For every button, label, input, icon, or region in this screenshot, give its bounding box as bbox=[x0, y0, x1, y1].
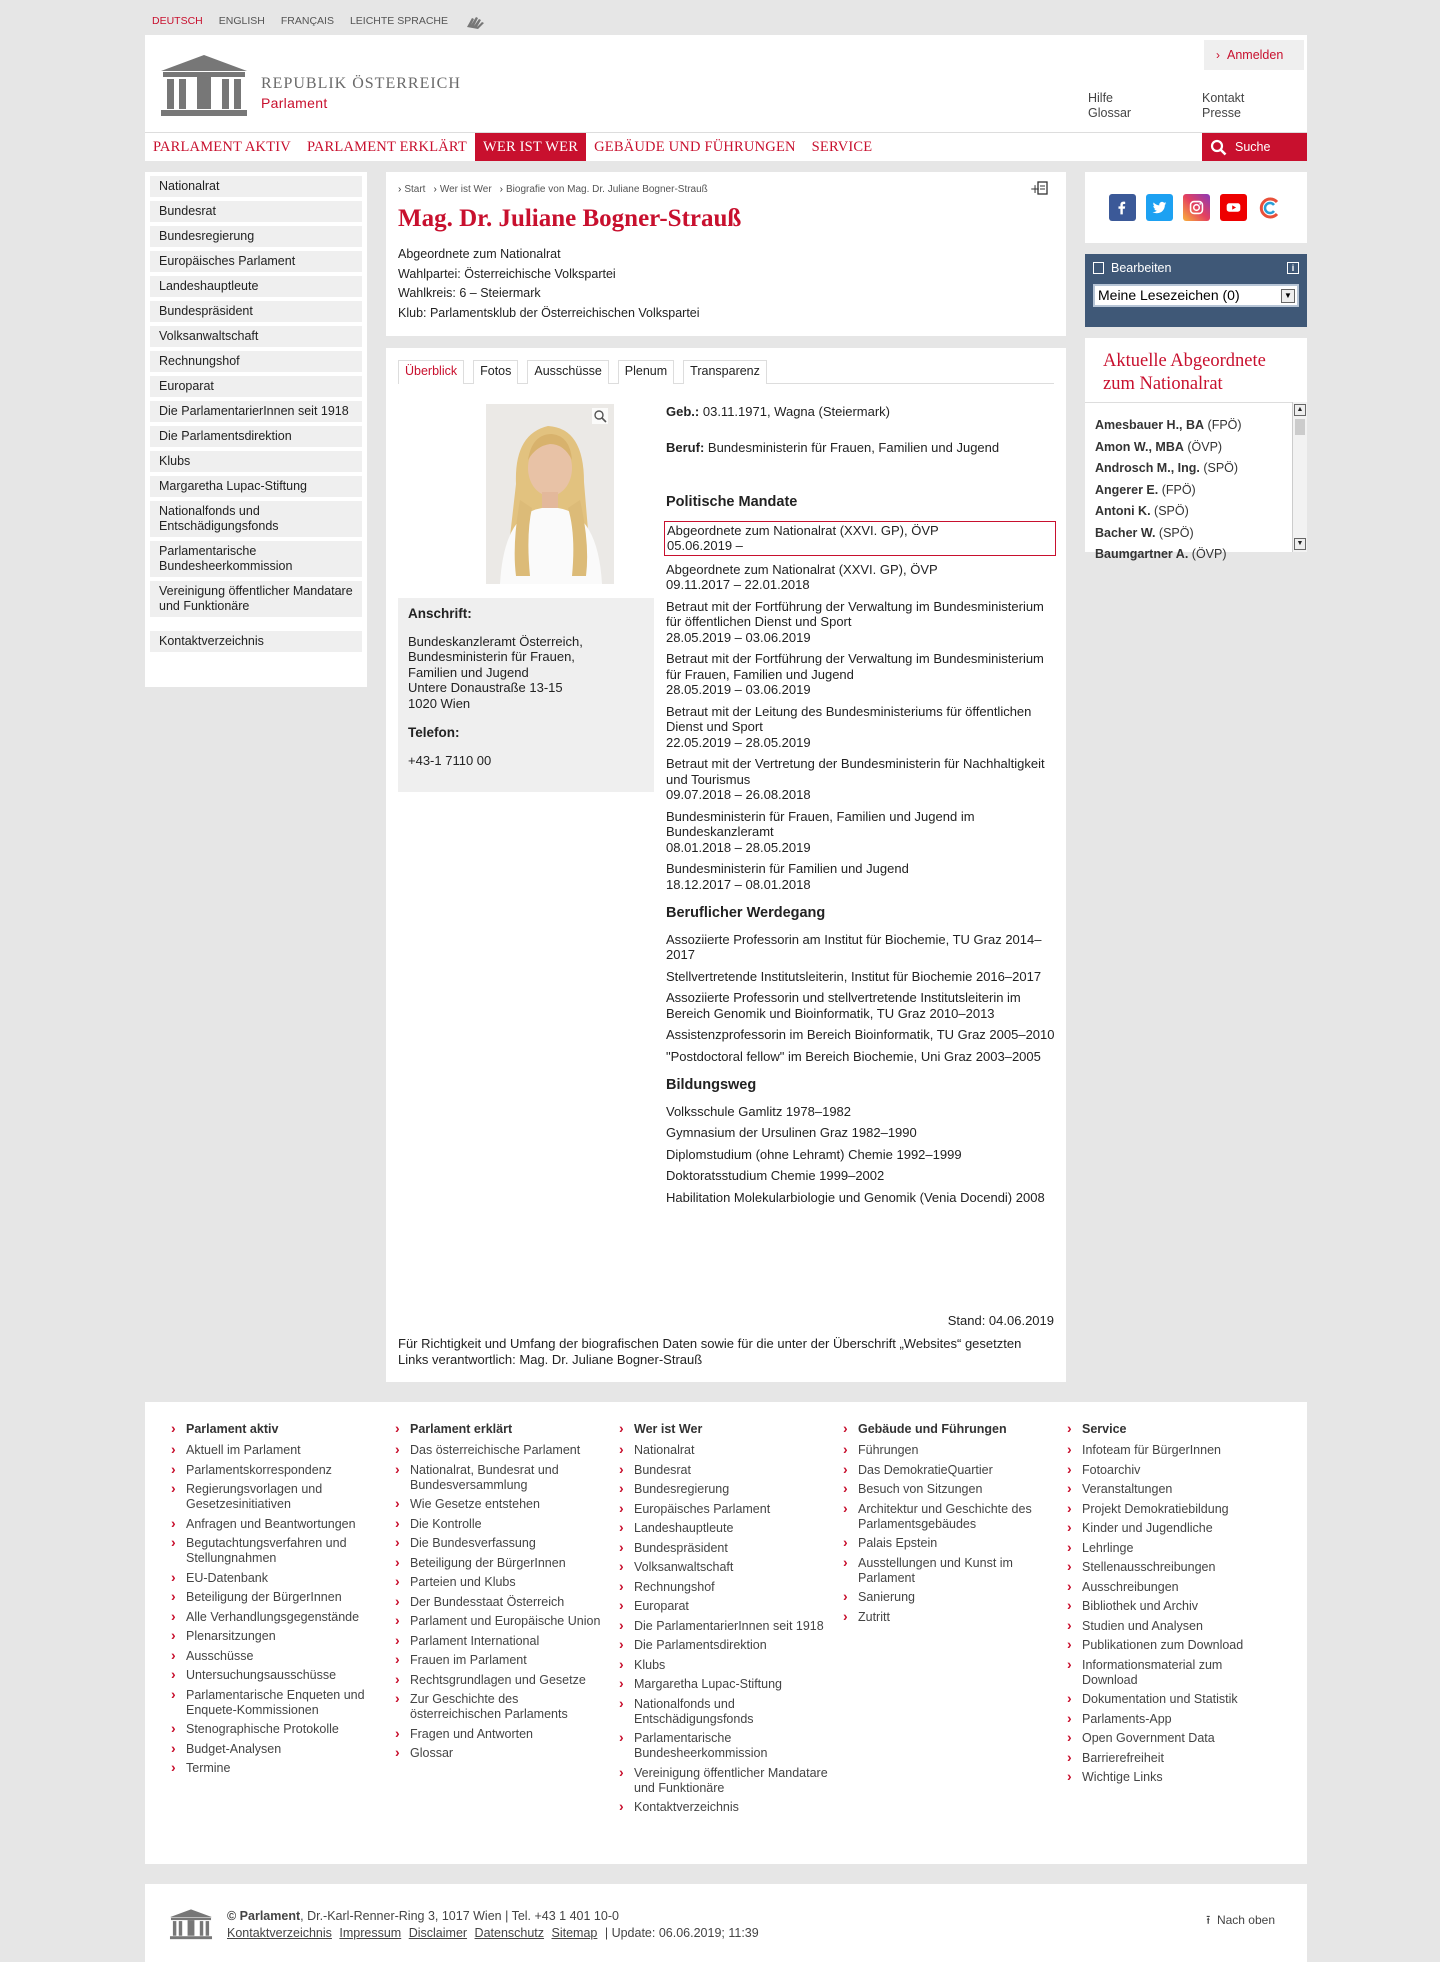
sidebar-item[interactable]: Kontaktverzeichnis bbox=[150, 631, 362, 652]
career-entry: Stellvertretende Institutsleiterin, Institut für Biochemie 2016–2017 bbox=[666, 968, 1042, 984]
footer-link[interactable]: › Frauen im Parlament bbox=[395, 1653, 605, 1668]
footer-link[interactable]: › Parlamentarische Enqueten und Enquete-Kommissionen bbox=[171, 1688, 381, 1718]
deputies-scrollbar[interactable] bbox=[1292, 402, 1307, 552]
footer-column bbox=[843, 1422, 1053, 1629]
footer-column bbox=[171, 1422, 381, 1781]
address-line: Untere Donaustraße 13-15 bbox=[408, 680, 563, 695]
footer-link[interactable]: › Veranstaltungen bbox=[1067, 1482, 1277, 1497]
footer-link[interactable]: › Informationsmaterial zum Download bbox=[1067, 1658, 1277, 1688]
footer-column-title[interactable]: › Parlament aktiv bbox=[171, 1422, 381, 1437]
tab-transparenz[interactable]: Transparenz bbox=[683, 360, 767, 384]
search-button[interactable] bbox=[1202, 133, 1307, 161]
scroll-thumb[interactable] bbox=[1295, 419, 1305, 435]
section-title-mandate: Politische Mandate bbox=[666, 494, 798, 510]
parliament-building-icon bbox=[159, 53, 249, 117]
sidebar-item[interactable]: Europäisches Parlament bbox=[150, 251, 362, 272]
address-line: 1020 Wien bbox=[408, 695, 471, 711]
page-title: Mag. Dr. Juliane Bogner-Strauß bbox=[398, 205, 742, 232]
info-icon[interactable]: i bbox=[1287, 262, 1299, 274]
footer-column bbox=[395, 1422, 605, 1766]
footer-link[interactable]: › Parlamentskorrespondenz bbox=[171, 1463, 381, 1478]
footer-link[interactable]: › Die Bundesverfassung bbox=[395, 1536, 605, 1551]
mandate-entry: Bundesministerin für Frauen, Familien und Jugend im Bundeskanzleramt 08.01.2018 – 28.05.2019 bbox=[666, 808, 975, 855]
footer-link[interactable]: › Architektur und Geschichte des Parlamentsgebäudes bbox=[843, 1502, 1053, 1532]
last-updated: Stand: 04.06.2019 bbox=[947, 1313, 1054, 1328]
footer-link[interactable]: › Anfragen und Beantwortungen bbox=[171, 1517, 381, 1532]
footer-link[interactable]: › Begutachtungsverfahren und Stellungnahmen bbox=[171, 1536, 381, 1566]
footer-link[interactable]: › Palais Epstein bbox=[843, 1536, 1053, 1551]
footer-link[interactable]: › Parlament International bbox=[395, 1634, 605, 1649]
footer-link-disclaimer[interactable]: Disclaimer bbox=[408, 1926, 468, 1940]
arrow-up-icon: ⭱ bbox=[1206, 1913, 1211, 1927]
zoom-icon[interactable] bbox=[592, 408, 608, 424]
mandate-entry: Betraut mit der Vertretung der Bundesministerin für Nachhaltigkeit und Tourismus 09.07.2018 – 26.08.2018 bbox=[666, 756, 1045, 802]
footer-link[interactable]: › Open Government Data bbox=[1067, 1731, 1277, 1746]
birth-info: Geb.: 03.11.1971, Wagna (Steiermark) bbox=[666, 404, 891, 419]
site-footer bbox=[145, 1402, 1307, 1864]
address-label: Anschrift: bbox=[408, 606, 472, 621]
footer-link[interactable]: › Beteiligung der BürgerInnen bbox=[395, 1556, 605, 1571]
imprint-address: © Parlament, Dr.-Karl-Renner-Ring 3, 1017 Wien | Tel. +43 1 401 10-0 bbox=[227, 1909, 619, 1923]
footer-link[interactable]: › Studien und Analysen bbox=[1067, 1619, 1277, 1634]
login-label: Anmelden bbox=[1227, 48, 1284, 62]
main-navigation bbox=[145, 132, 1307, 161]
mandate-entry: Abgeordnete zum Nationalrat (XXVI. GP), ÖVP 05.06.2019 – bbox=[664, 521, 1056, 556]
footer-link[interactable]: › Bundesregierung bbox=[619, 1482, 829, 1497]
breadcrumb-current: › Biografie von Mag. Dr. Juliane Bogner-Strauß bbox=[500, 184, 708, 195]
career-entry: Assistenzprofessorin im Bereich Bioinformatik, TU Graz 2005–2010 bbox=[666, 1027, 1055, 1042]
sidebar-item[interactable]: Bundesregierung bbox=[150, 226, 362, 247]
breadcrumb-wer-ist-wer[interactable]: Wer ist Wer bbox=[439, 184, 492, 195]
add-bookmark-icon[interactable] bbox=[1030, 180, 1050, 198]
contact-box bbox=[398, 598, 654, 792]
sidebar-item[interactable]: Volksanwaltschaft bbox=[150, 326, 362, 347]
section-title-bildung: Bildungsweg bbox=[666, 1077, 757, 1093]
header-links-1 bbox=[1088, 91, 1131, 121]
twitter-icon[interactable] bbox=[1146, 194, 1173, 221]
search-label: Suche bbox=[1235, 140, 1271, 154]
sidebar-item[interactable]: Die Parlamentsdirektion bbox=[150, 426, 362, 447]
footer-link-sitemap[interactable]: Sitemap bbox=[551, 1926, 598, 1940]
footer-link[interactable]: › Parlamentarische Bundesheerkommission bbox=[619, 1731, 829, 1761]
footer-link[interactable]: › Plenarsitzungen bbox=[171, 1629, 381, 1644]
edit-icon bbox=[1093, 262, 1104, 274]
footer-link[interactable]: › Führungen bbox=[843, 1443, 1053, 1458]
tab-ueberblick[interactable]: Überblick bbox=[398, 360, 464, 384]
person-info-line: Wahlpartei: Österreichische Volkspartei bbox=[398, 266, 616, 281]
sidebar-item[interactable]: Landeshauptleute bbox=[150, 276, 362, 297]
footer-link[interactable]: › Wie Gesetze entstehen bbox=[395, 1497, 605, 1512]
nav-parlament-erklaert[interactable]: PARLAMENT ERKLÄRT bbox=[306, 139, 467, 155]
person-info-line: Abgeordnete zum Nationalrat bbox=[398, 247, 561, 261]
footer-link[interactable]: › Budget-Analysen bbox=[171, 1742, 381, 1757]
sidebar-item[interactable]: Bundespräsident bbox=[150, 301, 362, 322]
lang-english[interactable]: ENGLISH bbox=[218, 15, 265, 27]
footer-link[interactable]: › Stellenausschreibungen bbox=[1067, 1560, 1277, 1575]
current-deputies-panel bbox=[1085, 338, 1307, 561]
footer-link[interactable]: › Infoteam für BürgerInnen bbox=[1067, 1443, 1277, 1458]
site-header bbox=[145, 35, 1307, 132]
footer-link[interactable]: › Untersuchungsausschüsse bbox=[171, 1668, 381, 1683]
footer-column bbox=[619, 1422, 829, 1820]
section-title-werdegang: Beruflicher Werdegang bbox=[666, 905, 826, 921]
nav-gebaeude[interactable]: GEBÄUDE UND FÜHRUNGEN bbox=[594, 139, 796, 155]
chevron-right-icon: › bbox=[1216, 48, 1220, 62]
address-line: Bundesministerin für Frauen, bbox=[408, 649, 575, 664]
nav-wer-ist-wer[interactable]: WER IST WER bbox=[475, 133, 586, 161]
mandate-entry: Betraut mit der Leitung des Bundesministeriums für öffentlichen Dienst und Sport 22.05.2019 – 28.05.2019 bbox=[666, 703, 1032, 750]
footer-link[interactable]: › Beteiligung der BürgerInnen bbox=[171, 1590, 381, 1605]
lang-francais[interactable]: FRANÇAIS bbox=[280, 15, 334, 27]
sidebar-item[interactable]: Vereinigung öffentlicher Mandatare und Funktionäre bbox=[150, 581, 362, 617]
address-line: Familien und Jugend bbox=[408, 664, 529, 680]
footer-link[interactable]: › Zur Geschichte des österreichischen Parlaments bbox=[395, 1692, 605, 1722]
mandate-entry: Abgeordnete zum Nationalrat (XXVI. GP), ÖVP 09.11.2017 – 22.01.2018 bbox=[666, 561, 938, 592]
footer-link[interactable]: › Margaretha Lupac-Stiftung bbox=[619, 1677, 829, 1692]
footer-link[interactable]: › Parlament und Europäische Union bbox=[395, 1614, 605, 1629]
portrait-photo[interactable] bbox=[486, 404, 614, 584]
deputy-row[interactable]: Antoni K. (SPÖ) bbox=[1095, 504, 1189, 518]
sidebar-item[interactable]: Europarat bbox=[150, 376, 362, 397]
footer-link[interactable]: › Europarat bbox=[619, 1599, 829, 1614]
bookmarks-panel bbox=[1085, 254, 1307, 327]
footer-link-datenschutz[interactable]: Datenschutz bbox=[474, 1926, 545, 1940]
footer-link[interactable]: › Das DemokratieQuartier bbox=[843, 1463, 1053, 1478]
footer-link[interactable]: › Klubs bbox=[619, 1658, 829, 1673]
footer-link[interactable]: › Ausschreibungen bbox=[1067, 1580, 1277, 1595]
footer-link[interactable]: › Die Kontrolle bbox=[395, 1517, 605, 1532]
education-entry: Volksschule Gamlitz 1978–1982 bbox=[666, 1103, 852, 1119]
footer-link[interactable]: › Europäisches Parlament bbox=[619, 1502, 829, 1517]
footer-link[interactable]: › Kinder und Jugendliche bbox=[1067, 1521, 1277, 1536]
sidebar-item[interactable]: Klubs bbox=[150, 451, 362, 472]
footer-link[interactable]: › Bibliothek und Archiv bbox=[1067, 1599, 1277, 1614]
social-links bbox=[1085, 172, 1307, 243]
career-entry: Assoziierte Professorin und stellvertretende Institutsleiterin im Bereich Genomik und Bioinformatik, TU Graz 2010–2013 bbox=[666, 990, 1021, 1021]
press-link[interactable]: Presse bbox=[1202, 106, 1241, 120]
education-entry: Gymnasium der Ursulinen Graz 1982–1990 bbox=[666, 1125, 917, 1140]
footer-link[interactable]: › Bundesrat bbox=[619, 1463, 829, 1478]
footer-column bbox=[1067, 1422, 1277, 1790]
address-line: Bundeskanzleramt Österreich, bbox=[408, 633, 583, 649]
lang-leichte-sprache[interactable]: LEICHTE SPRACHE bbox=[349, 15, 448, 27]
sidebar-item[interactable]: Nationalrat bbox=[150, 176, 362, 197]
footer-link[interactable]: › Kontaktverzeichnis bbox=[619, 1800, 829, 1815]
mandate-entry: Betraut mit der Fortführung der Verwaltung im Bundesministerium für öffentlichen Dienst und Sport 28.05.2019 – 03.06.2019 bbox=[666, 598, 1044, 645]
person-info-line: Klub: Parlamentsklub der Österreichischen Volkspartei bbox=[398, 305, 700, 320]
contact-link[interactable]: Kontakt bbox=[1202, 91, 1245, 105]
bookmarks-select[interactable] bbox=[1093, 284, 1299, 307]
mandate-entry: Betraut mit der Fortführung der Verwaltung im Bundesministerium für Frauen, Familien und Jugend 28.05.2019 – 03.06.2019 bbox=[666, 651, 1044, 697]
deputies-title: Aktuelle Abgeordnete zum Nationalrat bbox=[1103, 351, 1266, 394]
footer-link[interactable]: › Nationalfonds und Entschädigungsfonds bbox=[619, 1697, 829, 1727]
person-header bbox=[386, 172, 1066, 336]
language-bar bbox=[152, 14, 490, 28]
footer-link[interactable]: › Fragen und Antworten bbox=[395, 1727, 605, 1742]
education-entry: Diplomstudium (ohne Lehramt) Chemie 1992–1999 bbox=[666, 1146, 962, 1162]
search-icon bbox=[1210, 139, 1227, 156]
mandate-entry: Bundesministerin für Familien und Jugend 18.12.2017 – 08.01.2018 bbox=[666, 861, 909, 892]
footer-link[interactable]: › Dokumentation und Statistik bbox=[1067, 1692, 1277, 1707]
footer-link[interactable]: › Das österreichische Parlament bbox=[395, 1443, 605, 1458]
footer-link[interactable]: › Landeshauptleute bbox=[619, 1521, 829, 1536]
scroll-down-icon[interactable]: ▼ bbox=[1294, 538, 1306, 550]
phone-number: +43-1 7110 00 bbox=[408, 752, 492, 768]
scroll-up-icon[interactable]: ▲ bbox=[1294, 404, 1306, 416]
tab-fotos[interactable]: Fotos bbox=[473, 360, 518, 384]
footer-link[interactable]: › Aktuell im Parlament bbox=[171, 1443, 381, 1458]
sidebar-item[interactable]: Bundesrat bbox=[150, 201, 362, 222]
chevron-down-icon: ▼ bbox=[1281, 289, 1295, 303]
sign-language-icon[interactable] bbox=[464, 12, 490, 30]
footer-link[interactable]: › Zutritt bbox=[843, 1610, 1053, 1625]
footer-link[interactable]: › Publikationen zum Download bbox=[1067, 1638, 1277, 1653]
footer-column-title[interactable]: › Service bbox=[1067, 1422, 1277, 1437]
phone-label: Telefon: bbox=[408, 725, 460, 740]
footer-column-title[interactable]: › Wer ist Wer bbox=[619, 1422, 829, 1437]
svg-text:+: + bbox=[1030, 182, 1041, 196]
footer-column-title[interactable]: › Parlament erklärt bbox=[395, 1422, 605, 1437]
footer-link[interactable]: › Fotoarchiv bbox=[1067, 1463, 1277, 1478]
footer-link[interactable]: › Rechnungshof bbox=[619, 1580, 829, 1595]
footer-link[interactable]: › Bundespräsident bbox=[619, 1541, 829, 1556]
deputy-row[interactable]: Bacher W. (SPÖ) bbox=[1095, 525, 1194, 540]
logo-title: REPUBLIK ÖSTERREICH bbox=[261, 75, 461, 92]
sidebar-item[interactable]: Parlamentarische Bundesheerkommission bbox=[150, 541, 362, 577]
imprint-links bbox=[227, 1926, 759, 1940]
footer-link[interactable]: › Projekt Demokratiebildung bbox=[1067, 1502, 1277, 1517]
footer-link[interactable]: › Vereinigung öffentlicher Mandatare und Funktionäre bbox=[619, 1766, 829, 1796]
footer-link[interactable]: › Ausschüsse bbox=[171, 1649, 381, 1664]
sidebar-item[interactable]: Margaretha Lupac-Stiftung bbox=[150, 476, 362, 497]
tab-plenum[interactable]: Plenum bbox=[618, 360, 674, 384]
deputy-row[interactable]: Amesbauer H., BA (FPÖ) bbox=[1095, 418, 1242, 432]
person-details bbox=[386, 348, 1066, 1382]
footer-link[interactable]: › Nationalrat, Bundesrat und Bundesversammlung bbox=[395, 1463, 605, 1493]
footer-link[interactable]: › Regierungsvorlagen und Gesetzesinitiativen bbox=[171, 1482, 381, 1512]
breadcrumb bbox=[398, 184, 1054, 195]
youtube-icon[interactable] bbox=[1220, 194, 1247, 221]
footer-link[interactable]: › Barrierefreiheit bbox=[1067, 1751, 1277, 1766]
footer-link[interactable]: › Die Parlamentsdirektion bbox=[619, 1638, 829, 1653]
footer-link[interactable]: › Die ParlamentarierInnen seit 1918 bbox=[619, 1619, 829, 1634]
career-entry: "Postdoctoral fellow" im Bereich Biochemie, Uni Graz 2003–2005 bbox=[666, 1048, 1041, 1064]
lang-deutsch[interactable]: DEUTSCH bbox=[152, 15, 203, 27]
nav-parlament-aktiv[interactable]: PARLAMENT AKTIV bbox=[153, 139, 291, 155]
education-entry: Habilitation Molekularbiologie und Genomik (Venia Docendi) 2008 bbox=[666, 1189, 1045, 1205]
footer-link[interactable]: › Glossar bbox=[395, 1746, 605, 1761]
footer-link[interactable]: › Ausstellungen und Kunst im Parlament bbox=[843, 1556, 1053, 1586]
footer-link[interactable]: › Rechtsgrundlagen und Gesetze bbox=[395, 1673, 605, 1688]
profession-info: Beruf: Bundesministerin für Frauen, Familien und Jugend bbox=[666, 439, 1000, 455]
footer-link[interactable]: › Termine bbox=[171, 1761, 381, 1776]
footer-link[interactable]: › Nationalrat bbox=[619, 1443, 829, 1458]
person-info bbox=[398, 245, 1054, 323]
tab-ausschuesse[interactable]: Ausschüsse bbox=[527, 360, 608, 384]
logo-subtitle: Parlament bbox=[261, 95, 328, 111]
footer-link-impressum[interactable]: Impressum bbox=[339, 1926, 402, 1940]
update-info: | Update: 06.06.2019; 11:39 bbox=[604, 1926, 759, 1940]
header-links-2 bbox=[1202, 91, 1244, 121]
portrait-image bbox=[486, 404, 614, 584]
instagram-icon[interactable] bbox=[1183, 194, 1210, 221]
parliament-building-icon bbox=[169, 1908, 213, 1940]
edit-label[interactable]: Bearbeiten bbox=[1111, 261, 1172, 275]
footer-link[interactable]: › Der Bundesstaat Österreich bbox=[395, 1595, 605, 1610]
mediathek-icon[interactable] bbox=[1257, 194, 1284, 221]
person-info-line: Wahlkreis: 6 – Steiermark bbox=[398, 286, 541, 300]
glossary-link[interactable]: Glossar bbox=[1088, 106, 1132, 120]
footer-link[interactable]: › Parlaments-App bbox=[1067, 1712, 1277, 1727]
footer-link[interactable]: › EU-Datenbank bbox=[171, 1571, 381, 1586]
disclaimer-text: Für Richtigkeit und Umfang der biografischen Daten sowie für die unter der Überschrift „Websites“ gesetzten Links verantwortlich: Mag. Dr. Juliane Bogner-Strauß bbox=[398, 1336, 1022, 1367]
footer-link[interactable]: › Volksanwaltschaft bbox=[619, 1560, 829, 1575]
footer-link[interactable]: › Sanierung bbox=[843, 1590, 1053, 1605]
deputy-row[interactable]: Amon W., MBA (ÖVP) bbox=[1095, 439, 1223, 454]
sidebar-item[interactable]: Rechnungshof bbox=[150, 351, 362, 372]
career-entry: Assoziierte Professorin am Institut für Biochemie, TU Graz 2014–2017 bbox=[666, 931, 1042, 962]
sidebar-nav bbox=[145, 172, 367, 687]
education-entry: Doktoratsstudium Chemie 1999–2002 bbox=[666, 1168, 885, 1183]
back-to-top-link[interactable]: ⭱ Nach oben bbox=[1206, 1913, 1275, 1927]
deputies-list bbox=[1085, 402, 1307, 561]
footer-link[interactable]: › Wichtige Links bbox=[1067, 1770, 1277, 1785]
deputy-row[interactable]: Androsch M., Ing. (SPÖ) bbox=[1095, 461, 1239, 475]
bookmarks-select-value: Meine Lesezeichen (0) bbox=[1098, 287, 1240, 303]
footer-link[interactable]: › Besuch von Sitzungen bbox=[843, 1482, 1053, 1497]
tab-bar bbox=[398, 360, 1054, 384]
parliament-logo[interactable] bbox=[159, 53, 461, 117]
login-button[interactable] bbox=[1204, 40, 1304, 70]
footer-link[interactable]: › Alle Verhandlungsgegenstände bbox=[171, 1610, 381, 1625]
facebook-icon[interactable] bbox=[1109, 194, 1136, 221]
breadcrumb-start[interactable]: Start bbox=[404, 184, 426, 195]
footer-link[interactable]: › Stenographische Protokolle bbox=[171, 1722, 381, 1737]
footer-link[interactable]: › Parteien und Klubs bbox=[395, 1575, 605, 1590]
bottom-bar bbox=[145, 1884, 1307, 1962]
sidebar-item[interactable]: Die ParlamentarierInnen seit 1918 bbox=[150, 401, 362, 422]
deputy-row[interactable]: Angerer E. (FPÖ) bbox=[1095, 482, 1196, 497]
help-link[interactable]: Hilfe bbox=[1088, 91, 1114, 105]
footer-link[interactable]: › Lehrlinge bbox=[1067, 1541, 1277, 1556]
biography bbox=[666, 404, 1056, 1211]
deputy-row[interactable]: Baumgartner A. (ÖVP) bbox=[1095, 547, 1227, 561]
sidebar-item[interactable]: Nationalfonds und Entschädigungsfonds bbox=[150, 501, 362, 537]
nav-service[interactable]: SERVICE bbox=[811, 139, 873, 155]
footer-column-title[interactable]: › Gebäude und Führungen bbox=[843, 1422, 1053, 1437]
footer-link-kontaktverzeichnis[interactable]: Kontaktverzeichnis bbox=[227, 1926, 332, 1940]
